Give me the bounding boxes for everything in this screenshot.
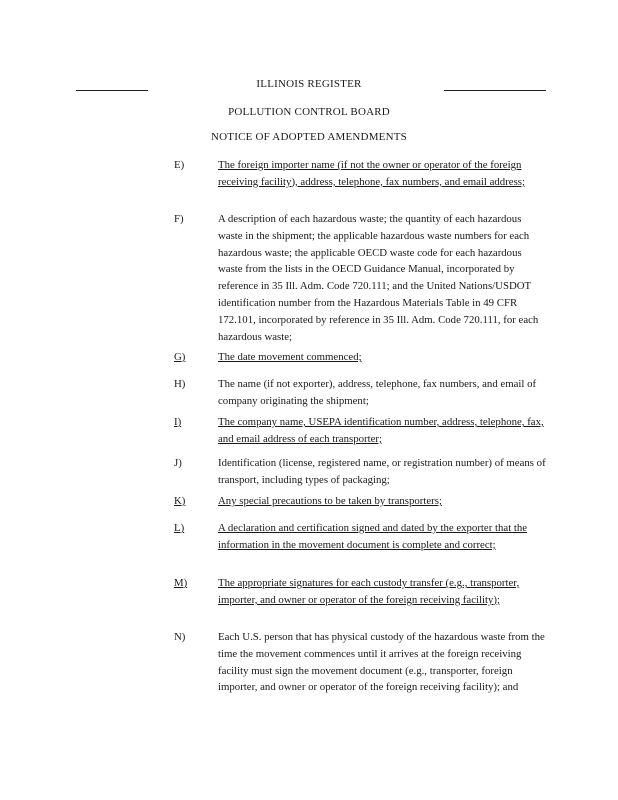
item-label: G) <box>174 351 186 363</box>
item-text: Each U.S. person that has physical custody of the hazardous waste from the time the movement commences until it arrives at the foreign receiving facility must sign the movement document (e.g., transporter, foreign importer, and owner or operator of the foreign receiving facility); and <box>218 631 545 694</box>
notice-title: NOTICE OF ADOPTED AMENDMENTS <box>211 131 407 143</box>
item-label: L) <box>174 522 185 534</box>
item-text: The appropriate signatures for each custody transfer (e.g., transporter, importer, and owner or operator of the foreign receiving facility); <box>218 577 520 606</box>
item-label: F) <box>174 213 184 225</box>
item-text: Identification (license, registered name, or registration number) of means of transport, including types of packaging; <box>218 457 546 486</box>
item-label: H) <box>174 378 186 390</box>
item-label: I) <box>174 416 182 428</box>
item-text: Any special precautions to be taken by transporters; <box>218 495 442 507</box>
item-text: A declaration and certification signed and dated by the exporter that the information in the movement document is complete and correct; <box>218 522 528 551</box>
item-label: K) <box>174 495 186 507</box>
item-label: M) <box>174 577 188 589</box>
item-text: The foreign importer name (if not the owner or operator of the foreign receiving facility), address, telephone, fax numbers, and email address; <box>218 159 525 188</box>
header-rule-right <box>444 90 546 91</box>
header-rule-left <box>76 90 148 91</box>
board-title: POLLUTION CONTROL BOARD <box>228 106 390 118</box>
item-text: The name (if not exporter), address, telephone, fax numbers, and email of company originating the shipment; <box>218 378 537 407</box>
item-label: J) <box>174 457 182 469</box>
item-text: The company name, USEPA identification number, address, telephone, fax, and email address of each transporter; <box>218 416 544 445</box>
item-text: The date movement commenced; <box>218 351 362 363</box>
item-text: A description of each hazardous waste; the quantity of each hazardous waste in the shipment; the applicable hazardous waste numbers for each hazardous waste; the applicable OECD waste code for each hazardous waste from the lists in the OECD Guidance Manual, incorporated by reference in 35 Ill. Adm. Code 720.111; and the United Nations/USDOT identification number from the Hazardous Materials Table in 49 CFR 172.101, incorporated by reference in 35 Ill. Adm. Code 720.111, for each hazardous waste; <box>218 213 539 343</box>
register-title: ILLINOIS REGISTER <box>256 78 362 90</box>
item-label: E) <box>174 159 185 171</box>
item-label: N) <box>174 631 186 643</box>
